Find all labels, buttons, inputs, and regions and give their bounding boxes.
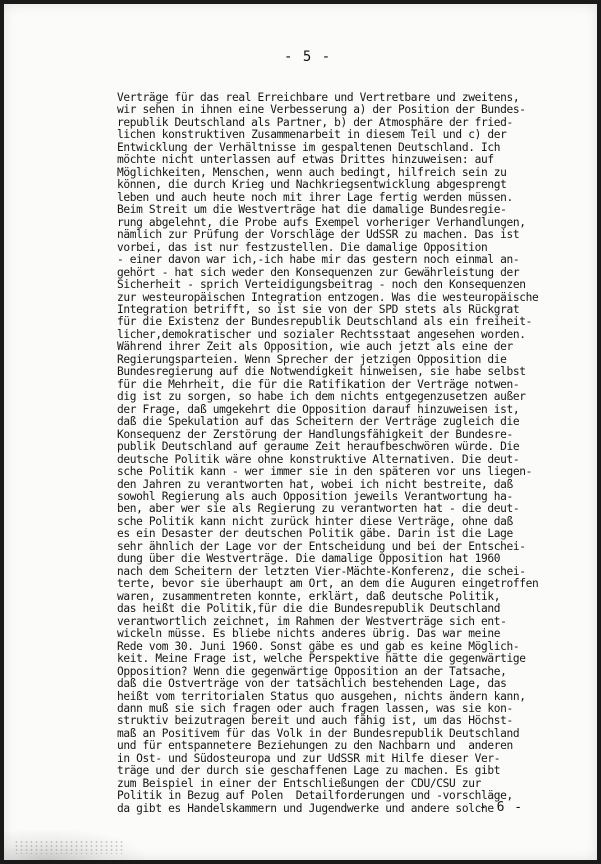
text-line: Während ihrer Zeit als Opposition, wie auch jetzt als eine der [117,340,513,354]
text-line: waren, zusammentreten konnte, erklärt, daß deutsche Politik, [117,589,501,603]
text-line: Rede vom 30. Juni 1960. Sonst gäbe es und gab es keine Möglich- [117,639,520,653]
text-line: lichen konstruktiven Zusammenarbeit in diesem Teil und c) der [117,128,507,142]
text-line: licher,demokratischer und sozialer Rechtsstaat angesehen worden. [117,327,526,341]
text-line: können, die durch Krieg und Nachkriegsentwicklung abgesprengt [117,178,507,192]
text-line: heißt vom territorialen Status quo ausgehen, nichts ändern kann, [117,689,526,703]
text-line: für die Mehrheit, die für die Ratifikation der Verträge notwen- [117,377,520,391]
text-line: sehr ähnlich der Lage vor der Entscheidung und bei der Entschei- [117,539,526,553]
text-line: das heißt die Politik,für die die Bundesrepublik Deutschland [117,602,501,616]
text-line: Regierungsparteien. Wenn Sprecher der jetzigen Opposition die [117,352,507,366]
text-line: zur westeuropäischen Integration entzogen. Was die westeuropäische [117,290,539,304]
text-line: - einer davon war ich,-ich habe mir das gestern noch einmal an- [117,253,520,267]
text-line: möchte nicht unterlassen auf etwas Drittes hinzuweisen: auf [117,153,494,167]
text-line: keit. Meine Frage ist, welche Perspektive hätte die gegenwärtige [117,652,526,666]
text-line: träge und der durch sie geschaffenen Lage zu machen. Es gibt [117,764,501,778]
text-line: dig ist zu sorgen, so habe ich dem nichts entgegenzusetzen außer [117,390,526,404]
text-line: Integration betrifft, so ist sie von der SPD stets als Rückgrat [117,302,520,316]
text-line: vorbei, das ist nur festzustellen. Die damalige Opposition [117,240,488,254]
text-line: verantwortlich zeichnet, im Rahmen der Westverträge sich ent- [117,614,507,628]
page-number-top: - 5 - [284,49,332,65]
text-line: den Jahren zu verantworten hat, wobei ich nicht bestreite, daß [117,477,513,491]
document-body-text [117,92,587,815]
text-line: leben und auch heute noch mit ihrer Lage fertig werden müssen. [117,190,513,204]
text-line: Beim Streit um die Westverträge hat die damalige Bundesregie- [117,203,507,217]
text-line: Opposition? Wenn die gegenwärtige Opposition an der Tatsache, [117,664,507,678]
text-line: Bundesregierung auf die Notwendigkeit hinweisen, sie habe selbst [117,365,526,379]
text-line: deutsche Politik wäre ohne konstruktive Alternativen. Die deut- [117,452,520,466]
text-line: nach dem Scheitern der letzten Vier-Mächte-Konferenz, die schei- [117,564,526,578]
text-line: sowohl Regierung als auch Opposition jeweils Verantwortung ha- [117,490,513,503]
text-line: es ein Desaster der deutschen Politik gäbe. Darin ist die Lage [117,527,513,541]
text-line: daß die Ostverträge von der tatsächlich bestehenden Lage, das [117,677,507,691]
text-line: dung über die Westverträge. Die damalige Opposition hat 1960 [117,552,501,566]
text-line: dann muß sie sich fragen oder auch fragen lassen, was sie kon- [117,701,513,715]
text-line: sche Politik kann - wer immer sie in den späteren vor uns liegen- [117,465,533,479]
text-line: Politik in Bezug auf Polen Detailforderungen und -vorschläge, [117,789,513,803]
text-line: sche Politik kann nicht zurück hinter diese Verträge, ohne daß [117,514,513,528]
text-line: rung abgelehnt, die Probe aufs Exempel vorheriger Verhandlungen, [117,215,526,229]
text-line: ben, aber wer sie als Regierung zu verantworten hat - die deut- [117,502,520,516]
text-line: Verträge für das real Erreichbare und Vertretbare und zweitens, [117,91,520,104]
text-line: terte, bevor sie überhaupt am Ort, an dem die Auguren eingetroffen [117,577,539,591]
document-page [4,4,597,860]
scan-noise [14,840,124,854]
text-line: Sicherheit - sprich Verteidigungsbeitrag - noch den Konsequenzen [117,278,526,292]
text-line: und für entspannetere Beziehungen zu den Nachbarn und anderen [117,739,513,753]
text-line: für die Existenz der Bundesrepublik Deutschland als ein freiheit- [117,315,533,329]
text-line: Möglichkeiten, Menschen, wenn auch bedingt, hilfreich sein zu [117,165,507,179]
text-line: publik Deutschland auf geraume Zeit heraufbeschwören würde. Die [117,440,520,454]
text-line: wir sehen in ihnen eine Verbesserung a) der Position der Bundes- [117,103,526,117]
text-line: gehört - hat sich weder den Konsequenzen zur Gewährleistung der [117,265,520,279]
text-line: republik Deutschland als Partner, b) der Atmosphäre der fried- [117,115,513,129]
text-line: daß die Spekulation auf das Scheitern der Verträge zugleich die [117,415,520,429]
text-line: Konsequenz der Zerstörung der Handlungsfähigkeit der Bundesre- [117,427,513,441]
page-number-bottom: - 6 - [479,800,524,815]
text-line: struktiv beizutragen bereit und auch fähig ist, um das Höchst- [117,714,513,728]
text-line: Entwicklung der Verhältnisse im gespaltenen Deutschland. Ich [117,140,501,154]
text-line: maß an Positivem für das Volk in der Bundesrepublik Deutschland [117,726,520,740]
text-line: zum Beispiel in einer der Entschließungen der CDU/CSU zur [117,776,481,790]
text-line: nämlich zur Prüfung der Vorschläge der UdSSR zu machen. Das ist [117,228,520,242]
text-line: in Ost- und Südosteuropa und zur UdSSR mit Hilfe dieser Ver- [117,751,501,765]
text-line: wickeln müsse. Es bliebe nichts anderes übrig. Das war meine [117,627,501,641]
text-line: da gibt es Handelskammern und Jugendwerke und andere solche [117,801,494,815]
text-line: der Frage, daß umgekehrt die Opposition darauf hinzuweisen ist, [117,402,520,416]
